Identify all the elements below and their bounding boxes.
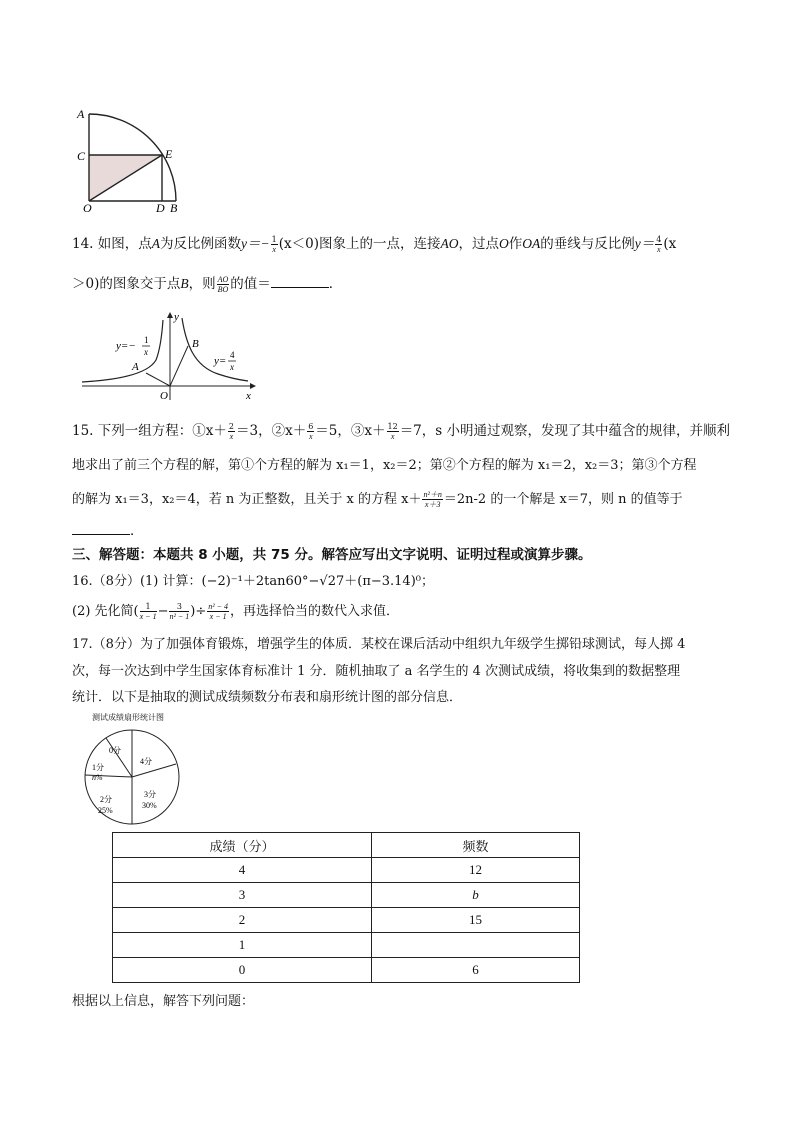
q14-end: ． (328, 276, 343, 292)
table-cell (372, 933, 580, 958)
q15-frac1: $\frac{2}{x}$ (228, 422, 234, 441)
table-row (113, 958, 580, 983)
q14-text: 图象上的一点，连接 (318, 236, 441, 252)
question-16-line2 (72, 598, 722, 625)
table-cell: 6 (372, 958, 580, 983)
table-header-row (113, 833, 580, 858)
question-14-line1 (72, 230, 722, 258)
q14-text: 的垂线与反比例 (540, 236, 635, 252)
fig14-left-func: y=− (116, 340, 136, 352)
q15-text: 地求出了前三个方程的解，第①个方程的解为 x₁＝1，x₂＝2；第②个方程的解为 x₁＝2，x₂＝3；第③个方程 (72, 458, 697, 473)
q14-text: 作 (508, 236, 523, 252)
q15-text: ＝2n-2 的一个解是 x＝7，则 n 的值等于 (443, 492, 683, 507)
q14-cond1: (x＜0) (278, 236, 319, 252)
q14-frac3: $\frac{AO}{BO}$ (217, 275, 229, 294)
table-row (113, 908, 580, 933)
q14-var-a: A (151, 236, 161, 251)
table-row (113, 933, 580, 958)
question-17-after-text: 根据以上信息，解答下列问题： (72, 994, 255, 1009)
q16-text: (2) 先化简( (72, 604, 139, 619)
q14-text: 为反比例函数 (160, 236, 242, 252)
q14-o: O (498, 236, 509, 251)
pie-label-2b: 25% (98, 806, 113, 815)
x-axis-arrow (250, 383, 256, 389)
q14-text: ，过点 (458, 236, 499, 252)
question-15-line4 (72, 518, 722, 545)
pie-label-2a: 2分 (100, 795, 112, 804)
q14-func1: y＝− (241, 236, 270, 251)
q14-frac1: $\frac{1}{x}$ (271, 235, 277, 254)
label-o: O (83, 201, 92, 215)
q15-answer-blank[interactable] (72, 520, 130, 535)
table-cell: 4 (113, 858, 372, 883)
fig14-right-func: y= (214, 355, 227, 367)
q15-text: 的解为 x₁＝3，x₂＝4，若 n 为正整数，且关于 x 的方程 x＋ (72, 492, 422, 507)
table-cell: 15 (372, 908, 580, 933)
q14-answer-blank[interactable] (271, 273, 329, 288)
fig14-b-label: B (192, 338, 199, 350)
q14-text: 的图象交于点 (99, 276, 181, 292)
question-15-line1 (72, 418, 730, 445)
label-a: A (77, 107, 85, 121)
q14-text: 的值＝ (230, 276, 271, 292)
pie-chart (76, 726, 188, 828)
fig14-right-den: x (230, 362, 234, 372)
q16-frac-c: $\frac{\text{n² − 4}}{x - 1}$ (208, 602, 229, 621)
question-15-line3 (72, 486, 722, 513)
q14-number: 14. (72, 236, 94, 252)
q15-text: ＝7，s 小明通过观察，发现了其中蕴含的规律，并顺利 (399, 423, 730, 439)
q15-frac3: $\frac{12}{x}$ (387, 422, 398, 441)
table-cell: 12 (372, 858, 580, 883)
q14-oa: OA (522, 236, 541, 251)
question-17-line1: 17.（8分）为了加强体育锻炼，增强学生的体质．某校在课后活动中组织九年级学生掷铅球测试，每人掷 4 (72, 637, 686, 652)
question-14-line2 (72, 270, 722, 298)
question-16-line1: 16.（8分）(1) 计算：(−2)⁻¹＋2tan60°−√27＋(π−3.14)⁰； (72, 574, 434, 589)
question-17-line2: 次，每一次达到中学生国家体育标准计 1 分．随机抽取了 a 名学生的 4 次测试成绩，将收集到的数据整理 (72, 664, 681, 679)
table-header-score: 成绩（分） (113, 833, 372, 858)
table-cell: 3 (113, 883, 372, 908)
q14-text: ，则 (188, 276, 216, 292)
pie-label-0: 0分 (109, 746, 121, 755)
pie-label-3a: 3分 (144, 790, 156, 799)
table-row (113, 858, 580, 883)
q15-text: 下列一组方程：①x＋ (97, 423, 227, 439)
table-cell: b (372, 883, 580, 908)
fig14-left-den: x (144, 347, 148, 357)
pie-label-3b: 30% (142, 801, 157, 810)
q15-text: ＝3，②x＋ (236, 423, 307, 439)
fig14-a-label: A (132, 361, 139, 373)
fig14-left-num: 1 (144, 335, 149, 345)
q15-frac2: $\frac{6}{x}$ (308, 422, 314, 441)
label-e: E (165, 147, 173, 161)
table-cell: 2 (113, 908, 372, 933)
q14-func2: y＝ (634, 236, 655, 251)
question-17-line3: 统计．以下是抽取的测试成绩频数分布表和扇形统计图的部分信息． (72, 690, 463, 705)
table-cell: 1 (113, 933, 372, 958)
label-c: C (77, 149, 86, 163)
q14-cond2b: ＞0) (72, 276, 100, 292)
table-row (113, 883, 580, 908)
q15-text: ＝5，③x＋ (315, 423, 386, 439)
y-axis-arrow (167, 312, 173, 318)
pie-label-1a: 1分 (92, 763, 104, 772)
q14-frac2: $\frac{4}{x}$ (656, 235, 662, 254)
fig14-right-num: 4 (230, 350, 235, 360)
q16-div: )÷ (190, 604, 207, 619)
q14-text: 如图，点 (97, 236, 152, 252)
q16-frac-b: $\frac{3}{\text{n² − 1}}$ (169, 602, 190, 621)
question-15-line2 (72, 452, 722, 479)
label-d: D (156, 201, 165, 215)
q14-b: B (180, 276, 189, 291)
segment-oa (146, 373, 170, 386)
q16-minus: − (157, 604, 169, 619)
hyperbola-figure (78, 310, 258, 402)
pie-chart-title: 测试成绩扇形统计图 (92, 713, 164, 722)
q15-frac4: $\frac{\text{n²＋n}}{x+3}$ (423, 490, 442, 509)
q16-text: ，再选择恰当的数代入求值． (230, 604, 400, 619)
q16-frac-a: $\frac{1}{x - 1}$ (139, 602, 157, 621)
frequency-table (112, 832, 580, 983)
section-3-heading: 三、解答题：本题共 8 小题，共 75 分。解答应写出文字说明、证明过程或演算步骤。 (72, 547, 592, 563)
fig14-y-label: y (174, 311, 179, 323)
q14-ao: AO (440, 236, 459, 251)
pie-label-1b: n% (92, 773, 103, 782)
quarter-circle-figure (70, 100, 190, 215)
q15-number: 15. (72, 423, 94, 439)
q14-cond2a: (x (663, 236, 677, 252)
label-b: B (170, 201, 178, 215)
fig14-o-label: O (160, 390, 168, 402)
q15-end: ． (130, 523, 144, 539)
table-header-frequency: 频数 (372, 833, 580, 858)
table-cell: 0 (113, 958, 372, 983)
pie-label-4: 4分 (140, 757, 152, 766)
segment-ob (170, 346, 188, 386)
fig14-x-label: x (246, 390, 251, 402)
